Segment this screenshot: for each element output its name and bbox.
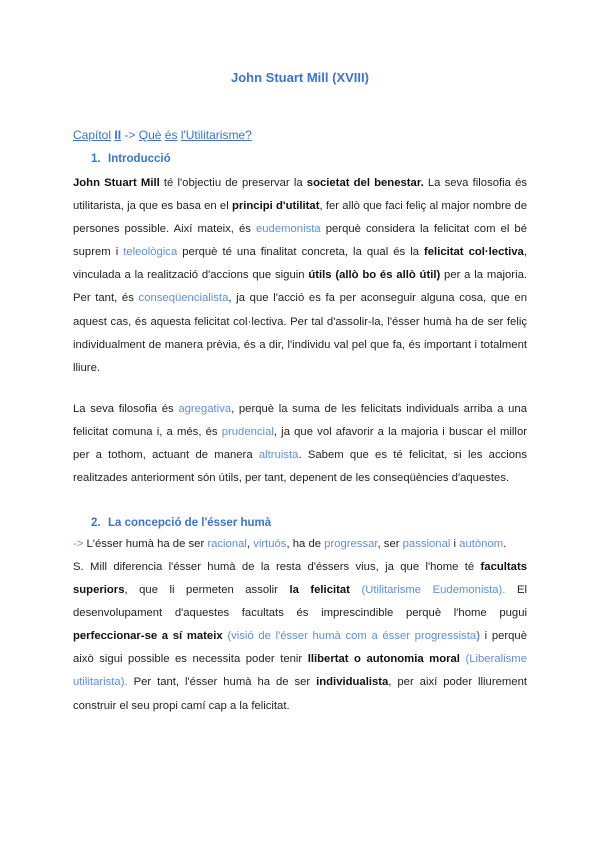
- term-prudencial: prudencial: [221, 426, 274, 439]
- text-run: té l'objectiu de preservar la: [159, 177, 307, 189]
- chapter-word-es: és: [164, 128, 178, 142]
- text-run: S. Mill diferencia l'ésser humà de la resta d'éssers vius, ja que l'home té: [73, 561, 481, 573]
- term-utilitarisme-eudemonista: (Utilitarisme Eudemonista).: [361, 584, 506, 597]
- term-progressar: progressar: [324, 538, 378, 550]
- text-run: , ser: [377, 538, 403, 550]
- term-llibertat: llibertat o autonomia moral: [307, 653, 460, 666]
- section-title: La concepció de l'ésser humà: [108, 517, 272, 529]
- term-la-felicitat: la felicitat: [289, 584, 350, 597]
- term-teleologica: teleològica: [123, 246, 178, 259]
- text-run: .: [503, 538, 507, 550]
- text-run: Per tant, l'ésser humà ha de ser: [127, 676, 317, 689]
- text-run: , vinculada a la realització d'accions que siguin: [73, 246, 527, 282]
- text-run: ,: [246, 538, 254, 550]
- paragraph-agregativa: [73, 398, 527, 490]
- section-title: Introducció: [108, 153, 171, 165]
- term-agregativa: agregativa: [178, 403, 232, 415]
- chapter-word-que: Què: [138, 128, 162, 142]
- term-racional: racional: [207, 538, 247, 550]
- term-consequencialista: conseqüencialista: [138, 292, 229, 305]
- text-run: i: [450, 538, 460, 550]
- document-title: John Stuart Mill (XVIII): [231, 70, 369, 85]
- term-author: John Stuart Mill: [73, 177, 160, 189]
- text-run: , ja que vol afavorir a la majoria i buscar el millor per a tothom, actuant de manera: [73, 426, 527, 462]
- chapter-heading: [73, 128, 252, 142]
- text-run: perquè considera la felicitat com el bé suprem i: [73, 223, 527, 259]
- term-altruista: altruista: [258, 449, 299, 462]
- section-heading-concepcio: [91, 517, 271, 529]
- term-individualista: individualista: [316, 676, 389, 689]
- term-visio-progressista: (visió de l'ésser humà com a ésser progressista: [227, 630, 477, 643]
- text-run: per a la majoria. Per tant, és: [73, 269, 527, 305]
- term-utils: útils (allò bo és allò útil): [308, 269, 441, 282]
- text-run: , ha de: [286, 538, 325, 550]
- paragraph-qualitats: [73, 533, 527, 556]
- text-run: , fer allò que faci feliç al major nombre de persones possible. Així mateix, és: [73, 200, 527, 236]
- text-run: El desenvolupament d'aquestes facultats és imprescindible perquè l'home pugui: [73, 584, 527, 620]
- term-principi-utilitat: principi d'utilitat: [231, 200, 320, 213]
- closing-parenthesis: ): [476, 630, 480, 643]
- term-passional: passional: [402, 538, 451, 550]
- text-run: La seva filosofia és: [73, 403, 179, 415]
- arrow-marker: ->: [73, 538, 84, 550]
- text-run: [350, 584, 362, 596]
- text-run: La seva filosofia és utilitarista, ja que es basa en el: [73, 177, 528, 213]
- section-number: 1.: [91, 153, 101, 165]
- term-facultats-superiors: facultats superiors: [73, 561, 527, 597]
- term-liberalisme-utilitarista: (Liberalisme utilitarista).: [73, 653, 527, 689]
- term-virtuos: virtuós: [253, 538, 287, 550]
- text-run: , perquè la suma de les felicitats individuals arriba a una felicitat comuna i, a més, és: [73, 403, 527, 439]
- term-perfeccionar: perfeccionar-se a sí mateix: [73, 630, 223, 643]
- text-run: , ja que l'acció es fa per aconseguir alguna cosa, que en aquest cas, és aquesta felicitat col·lectiva. Per tal d'assolir-la, l'ésser humà ha de ser feliç individualment de manera prèvia, és a dir, l'individu val pel que fa, és important i totalment lliure.: [73, 292, 527, 374]
- section-heading-introduccio: [91, 153, 171, 165]
- text-run: perquè té una finalitat concreta, la qual és la: [177, 246, 425, 259]
- chapter-number: II: [114, 128, 122, 142]
- term-autonom: autònom: [459, 538, 504, 550]
- chapter-label: Capítol: [73, 128, 112, 142]
- term-societat-benestar: societat del benestar.: [306, 177, 424, 189]
- text-run: , que li permeten assolir: [124, 584, 290, 597]
- chapter-word-utilitarisme: l'Utilitarisme?: [180, 128, 252, 142]
- chapter-arrow: ->: [124, 128, 136, 142]
- paragraph-introduccio: [73, 172, 527, 380]
- term-eudemonista: eudemonista: [255, 223, 321, 236]
- text-run: , per així poder lliurement construir el seu propi camí cap a la felicitat.: [73, 676, 527, 712]
- section-number: 2.: [91, 517, 101, 529]
- paragraph-facultats: [73, 556, 527, 718]
- text-run: . Sabem que es té felicitat, si les accions realitzades anteriorment són útils, per tant, depenent de les conseqüències d'aquestes.: [73, 449, 527, 485]
- term-felicitat-collectiva: felicitat col·lectiva: [424, 246, 524, 259]
- text-run: i perquè això sigui possible es necessita poder tenir: [73, 630, 527, 666]
- text-run: L'ésser humà ha de ser: [83, 538, 208, 550]
